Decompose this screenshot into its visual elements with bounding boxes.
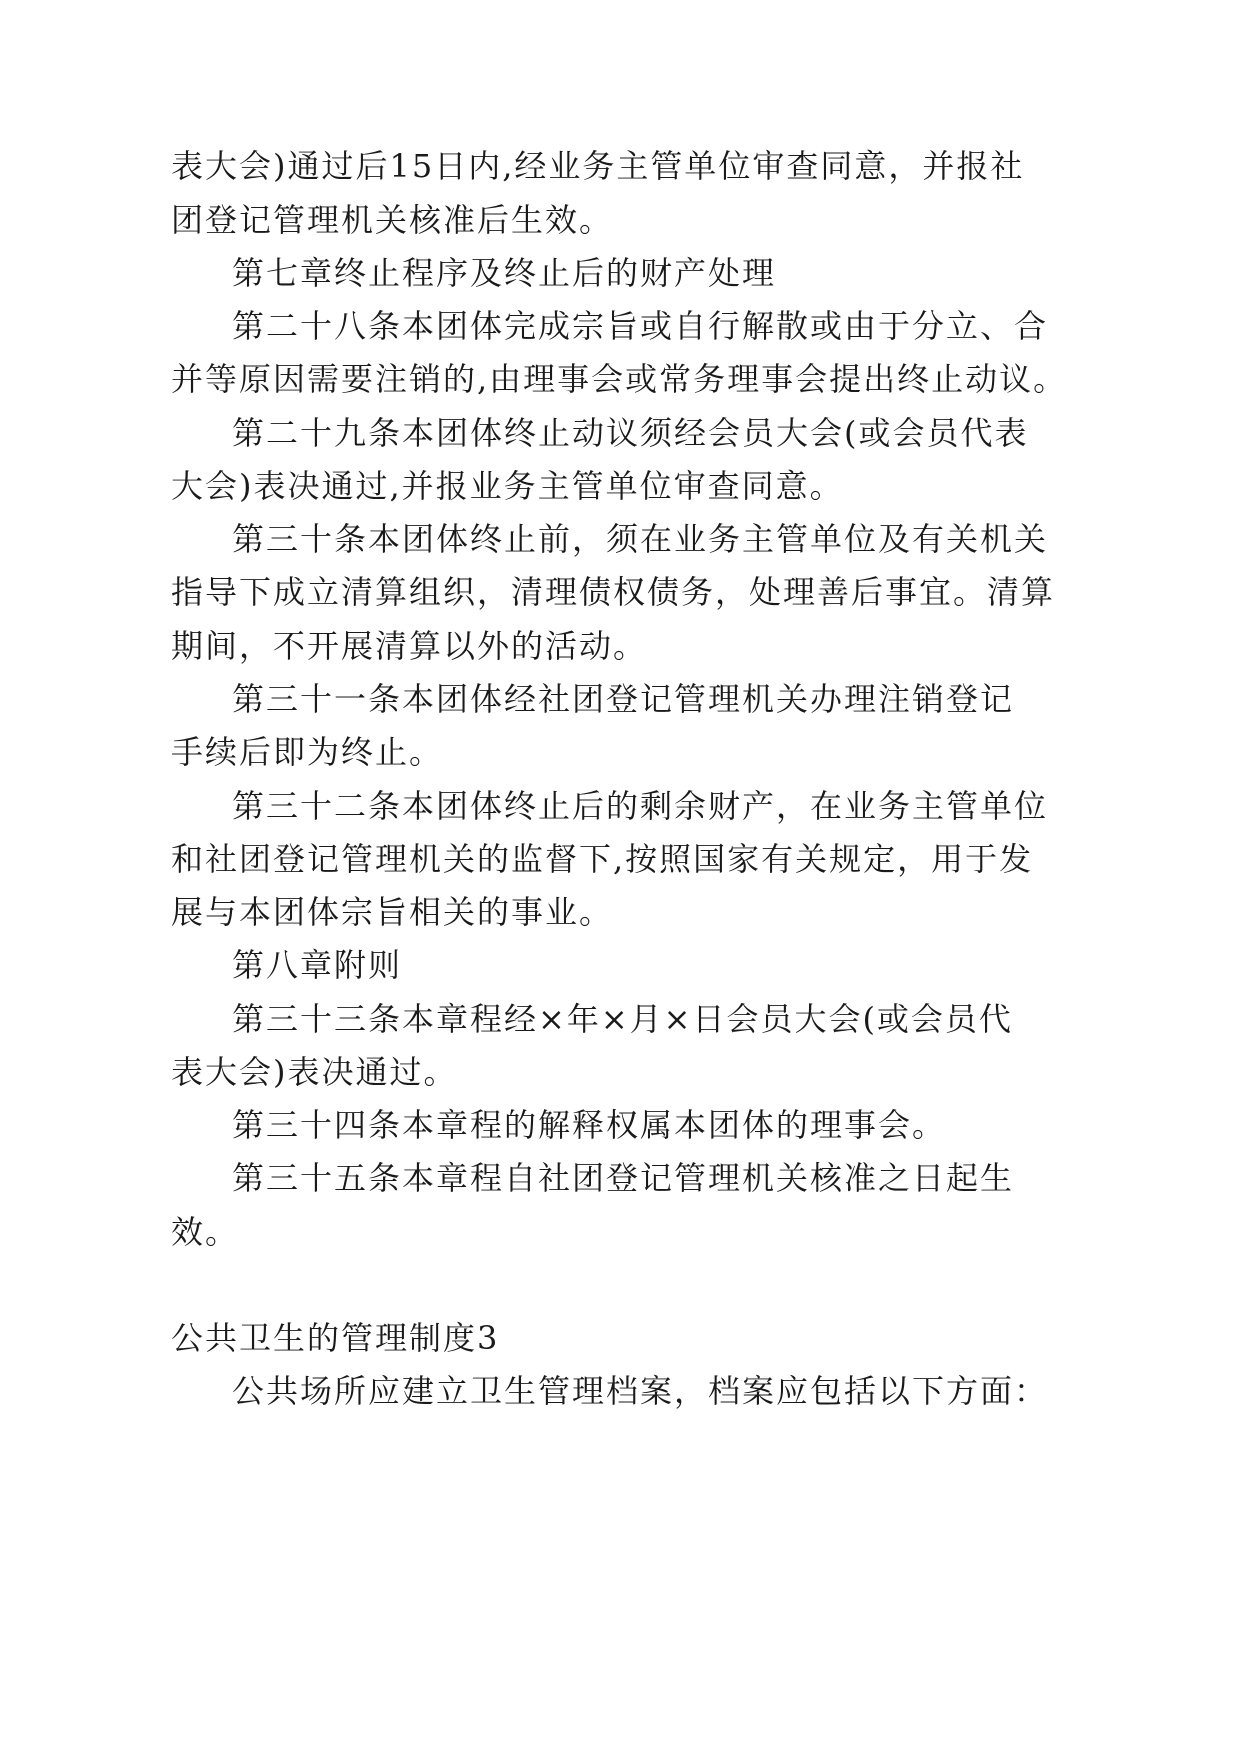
text-line: 公共场所应建立卫生管理档案，档案应包括以下方面： [232,1372,1049,1410]
text-line: 第三十三条本章程经×年×月×日会员大会(或会员代 [232,1000,1013,1038]
text-line: 手续后即为终止。 [171,733,444,771]
text-line: 期间，不开展清算以外的活动。 [171,627,648,665]
text-line: 效。 [171,1213,240,1251]
text-line: 第二十九条本团体终止动议须经会员大会(或会员代表 [232,414,1029,452]
text-line: 第三十一条本团体经社团登记管理机关办理注销登记 [232,680,1015,718]
text-line: 指导下成立清算组织，清理债权债务，处理善后事宜。清算 [171,573,1056,611]
text-line: 表大会)通过后15日内,经业务主管单位审查同意，并报社 [171,147,1025,185]
text-line: 展与本团体宗旨相关的事业。 [171,893,614,931]
text-line: 大会)表决通过,并报业务主管单位审查同意。 [171,467,844,505]
text-line: 第三十四条本章程的解释权属本团体的理事会。 [232,1106,947,1144]
text-line: 和社团登记管理机关的监督下,按照国家有关规定，用于发 [171,840,1034,878]
section-title: 公共卫生的管理制度3 [171,1319,500,1357]
text-line: 表大会)表决通过。 [171,1053,458,1091]
text-line: 第三十二条本团体终止后的剩余财产，在业务主管单位 [232,787,1049,825]
chapter-heading: 第七章终止程序及终止后的财产处理 [232,254,777,292]
text-line: 团登记管理机关核准后生效。 [171,201,614,239]
text-line: 第二十八条本团体完成宗旨或自行解散或由于分立、合 [232,307,1049,345]
chapter-heading: 第八章附则 [232,946,403,984]
text-line: 第三十五条本章程自社团登记管理机关核准之日起生 [232,1159,1015,1197]
text-line: 并等原因需要注销的,由理事会或常务理事会提出终止动议。 [171,360,1068,398]
text-line: 第三十条本团体终止前，须在业务主管单位及有关机关 [232,520,1049,558]
